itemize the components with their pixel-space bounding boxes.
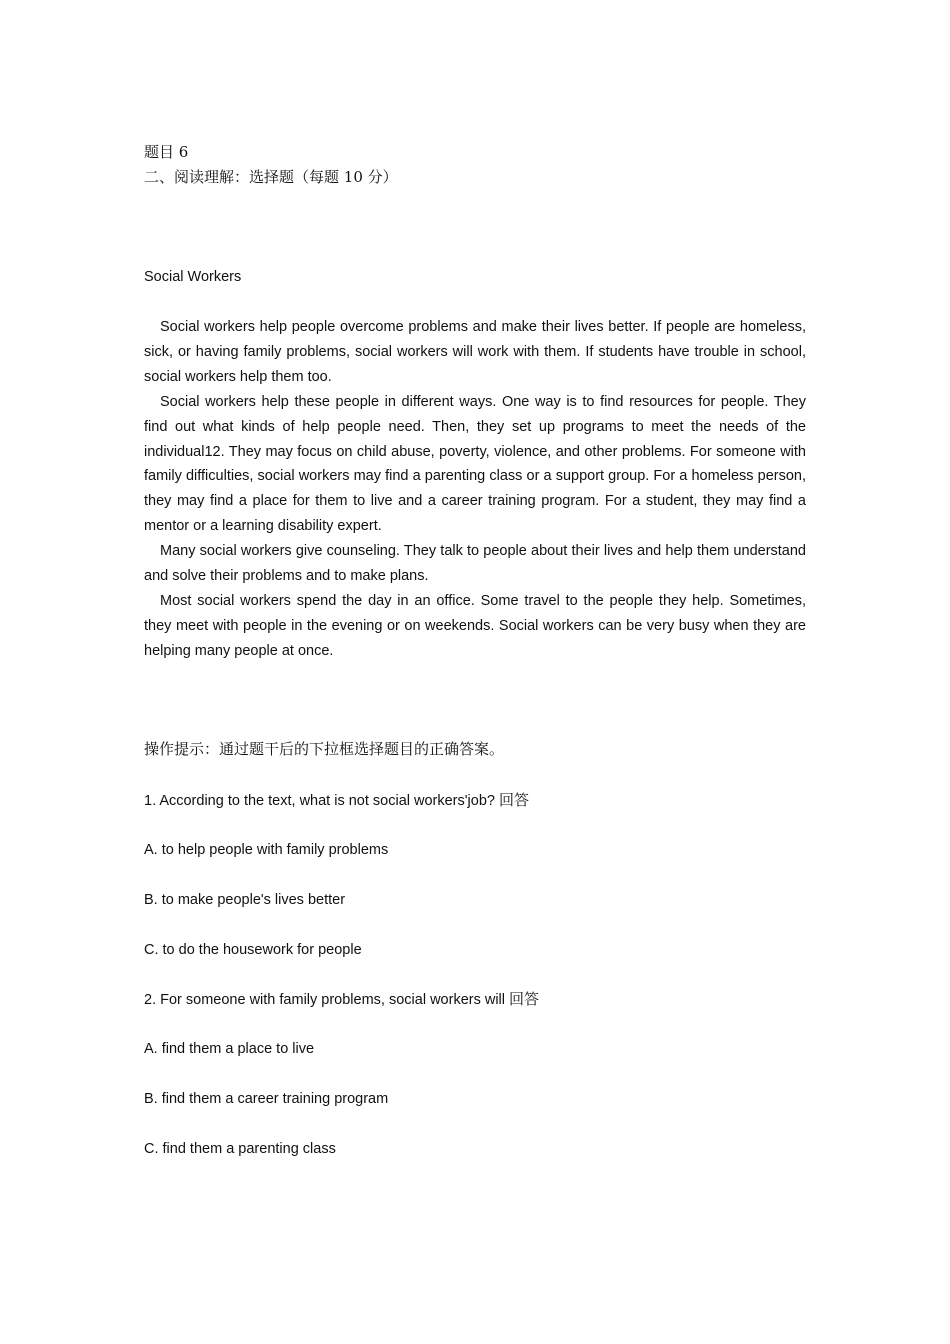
question-1-answer-dropdown[interactable]: 回答 <box>498 791 529 809</box>
passage-paragraph-2: Social workers help these people in different ways. One way is to find resources for people. They find out what kinds of help people need. Then, they set up programs to meet the needs of the individual12. They may focus on child abuse, poverty, violence, and other problems. For someone with family difficulties, social workers may find a parenting class or a support group. For a homeless person, they may find a place for them to live and a career training program. For a student, they may find a mentor or a learning disability expert. <box>144 393 806 535</box>
question-2-text: 2. For someone with family problems, social workers will <box>144 992 505 1008</box>
question-2-option-c: C. find them a parenting class <box>144 1141 336 1157</box>
question-2-stem <box>144 987 539 1013</box>
passage-paragraph-3: Many social workers give counseling. They talk to people about their lives and help them understand and solve their problems and to make plans. <box>144 543 806 585</box>
question-1-stem <box>144 788 529 814</box>
passage-paragraph-4: Most social workers spend the day in an office. Some travel to the people they help. Sometimes, they meet with people in the evening or on weekends. Social workers can be very busy when they are helping many people at once. <box>144 592 806 659</box>
question-2-option-a: A. find them a place to live <box>144 1041 315 1057</box>
passage-paragraph-1: Social workers help people overcome problems and make their lives better. If people are homeless, sick, or having family problems, social workers will work with them. If students have trouble in school, social workers help them too. <box>144 319 806 385</box>
section-heading: 二、阅读理解：选择题（每题 10 分） <box>144 168 398 186</box>
passage-body <box>144 315 806 664</box>
passage-title: Social Workers <box>144 269 242 285</box>
question-1-text: 1. According to the text, what is not social workers'job? <box>144 793 495 809</box>
question-2-answer-dropdown[interactable]: 回答 <box>509 990 540 1008</box>
question-number: 题目 6 <box>144 143 189 161</box>
question-2-option-b: B. find them a career training program <box>144 1091 389 1107</box>
instructions: 操作提示：通过题干后的下拉框选择题目的正确答案。 <box>144 740 505 758</box>
question-1-option-a: A. to help people with family problems <box>144 842 389 858</box>
question-1-option-c: C. to do the housework for people <box>144 942 362 958</box>
question-1-option-b: B. to make people's lives better <box>144 892 346 908</box>
